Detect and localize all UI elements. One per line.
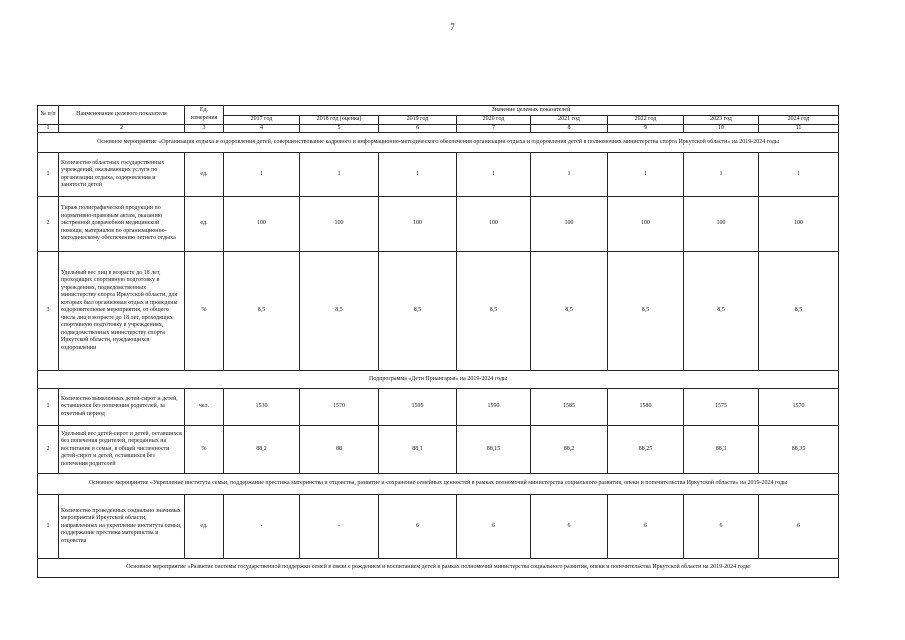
indicator-value: - [224, 495, 300, 559]
indicator-value: 88,3 [684, 426, 759, 474]
header-year: 2017 год [224, 116, 300, 125]
indicator-name: Удельный вес лиц в возрасте до 18 лет, проходящих спортивную подготовку в учреждениях, подведомственных министерству спорта Иркутской области, для которых был организован отдых и проведены оздоровительные мероприятия, от общего числа лиц в возрасте до 18 лет, проходящих спортивную подготовку в учреждениях, подведомственных министерству спорта Иркутской области, нуждающихся оздоровлении [59, 252, 185, 371]
indicator-value: 1580 [608, 389, 684, 426]
indicator-value: 100 [300, 197, 379, 252]
indicator-unit: ед. [185, 197, 224, 252]
column-number: 7 [457, 124, 531, 133]
indicator-value: 100 [759, 197, 839, 252]
section-row [38, 559, 839, 578]
row-number: 3 [38, 252, 59, 371]
indicator-name: Количество проведенных социально значимых мероприятий Иркутской области, направленных на укрепление института семьи, поддержание престижа материнства и отцовства [59, 495, 185, 559]
header-year: 2020 год [457, 116, 531, 125]
page-number: 7 [450, 22, 455, 32]
section-row [38, 133, 839, 153]
indicator-value: 1575 [684, 389, 759, 426]
section-title: Подпрограмма «Дети Приангарья» на 2019-2024 годы [38, 371, 839, 389]
indicator-unit: % [185, 252, 224, 371]
section-title: Основное мероприятие «Развитие системы государственной поддержки семей в связи с рождением и воспитанием детей в рамках полномочий министерства социального развития, опеки и попечительства Иркутской области на 2019-2024 годы [38, 559, 839, 578]
section-row [38, 371, 839, 389]
indicator-row [38, 389, 839, 426]
indicator-value: 6 [759, 495, 839, 559]
column-number: 4 [224, 124, 300, 133]
indicator-value: 88,15 [457, 426, 531, 474]
indicator-value: 1595 [379, 389, 457, 426]
indicator-value: 6 [531, 495, 608, 559]
indicator-value: 100 [684, 197, 759, 252]
indicator-value: 1 [759, 153, 839, 197]
indicator-value: 1 [379, 153, 457, 197]
column-numbers-row [38, 124, 839, 133]
indicator-value: 1 [608, 153, 684, 197]
header-num: № п/п [38, 106, 59, 125]
column-number: 11 [759, 124, 839, 133]
indicator-unit: ед. [185, 153, 224, 197]
indicator-value: 8,5 [300, 252, 379, 371]
indicator-value: 6 [684, 495, 759, 559]
indicator-value: 1570 [300, 389, 379, 426]
indicator-value: - [300, 495, 379, 559]
column-number: 1 [38, 124, 59, 133]
indicator-unit: % [185, 426, 224, 474]
header-year: 2022 год [608, 116, 684, 125]
indicator-value: 8,5 [379, 252, 457, 371]
indicator-value: 100 [379, 197, 457, 252]
indicator-value: 88,25 [608, 426, 684, 474]
indicator-value: 100 [531, 197, 608, 252]
indicator-value: 1 [684, 153, 759, 197]
column-number: 3 [185, 124, 224, 133]
row-number: 1 [38, 495, 59, 559]
indicator-row [38, 495, 839, 559]
indicator-value: 100 [457, 197, 531, 252]
indicator-row [38, 153, 839, 197]
indicators-table [37, 105, 839, 578]
header-values-group: Значение целевых показателей [224, 106, 839, 116]
header-unit: Ед. измерения [185, 106, 224, 125]
column-number: 5 [300, 124, 379, 133]
section-row [38, 474, 839, 495]
indicator-name: Удельный вес детей-сирот и детей, оставшихся без попечения родителей, переданных на воспитание в семьи, в общей численности детей-сирот и детей, оставшихся без попечения родителей [59, 426, 185, 474]
column-number: 6 [379, 124, 457, 133]
indicator-name: Количество областных государственных учреждений, оказывающих услуги по организации отдыха, оздоровления и занятости детей [59, 153, 185, 197]
indicator-value: 88,35 [759, 426, 839, 474]
indicator-value: 6 [608, 495, 684, 559]
indicator-unit: ед. [185, 495, 224, 559]
column-number: 2 [59, 124, 185, 133]
indicator-value: 8,5 [457, 252, 531, 371]
indicator-value: 100 [608, 197, 684, 252]
indicator-value: 1570 [759, 389, 839, 426]
row-number: 1 [38, 389, 59, 426]
indicator-value: 1530 [224, 389, 300, 426]
indicator-value: 1 [300, 153, 379, 197]
column-number: 10 [684, 124, 759, 133]
header-name: Наименование целевого показателя [59, 106, 185, 125]
indicator-value: 8,5 [608, 252, 684, 371]
indicator-value: 1 [224, 153, 300, 197]
indicator-value: 1590 [457, 389, 531, 426]
indicator-value: 8,5 [684, 252, 759, 371]
indicator-name: Количество выявленных детей-сирот и детей, оставшихся без попечения родителей, за отчетный период [59, 389, 185, 426]
indicator-row [38, 252, 839, 371]
indicator-value: 88,1 [379, 426, 457, 474]
header-year: 2023 год [684, 116, 759, 125]
indicator-value: 6 [379, 495, 457, 559]
column-number: 8 [531, 124, 608, 133]
header-row [38, 106, 839, 116]
indicator-value: 100 [224, 197, 300, 252]
header-year: 2018 год (оценка) [300, 116, 379, 125]
indicator-value: 88 [300, 426, 379, 474]
indicator-value: 1 [531, 153, 608, 197]
indicator-value: 8,5 [224, 252, 300, 371]
section-title: Основное мероприятие «Укрепление института семьи, поддержание престижа материнства и отцовства, развитие и сохранение семейных ценностей в рамках полномочий министерства социального развития, опеки и попечительства Иркутской области» на 2019-2024 годы [38, 474, 839, 495]
indicator-value: 88,2 [531, 426, 608, 474]
section-title: Основное мероприятие «Организация отдыха и оздоровления детей, совершенствование кадрового и информационно-методического обеспечения организации отдыха и оздоровления детей в полномочиях министерства спорта Иркутской области» на 2019-2024 годы [38, 133, 839, 153]
header-year: 2019 год [379, 116, 457, 125]
indicator-value: 8,5 [759, 252, 839, 371]
header-year: 2024 год [759, 116, 839, 125]
indicator-value: 1 [457, 153, 531, 197]
header-year: 2021 год [531, 116, 608, 125]
indicator-name: Тираж полиграфической продукции по нормативно-правовым актам, оказанию экстренной доврачебной медицинской помощи, материалов по организационно-методическому обеспечению летнего отдыха [59, 197, 185, 252]
row-number: 2 [38, 426, 59, 474]
indicator-unit: чел. [185, 389, 224, 426]
column-number: 9 [608, 124, 684, 133]
indicator-row [38, 197, 839, 252]
row-number: 2 [38, 197, 59, 252]
indicator-row [38, 426, 839, 474]
indicator-value: 88,2 [224, 426, 300, 474]
indicator-value: 6 [457, 495, 531, 559]
row-number: 1 [38, 153, 59, 197]
indicator-value: 1585 [531, 389, 608, 426]
indicator-value: 8,5 [531, 252, 608, 371]
